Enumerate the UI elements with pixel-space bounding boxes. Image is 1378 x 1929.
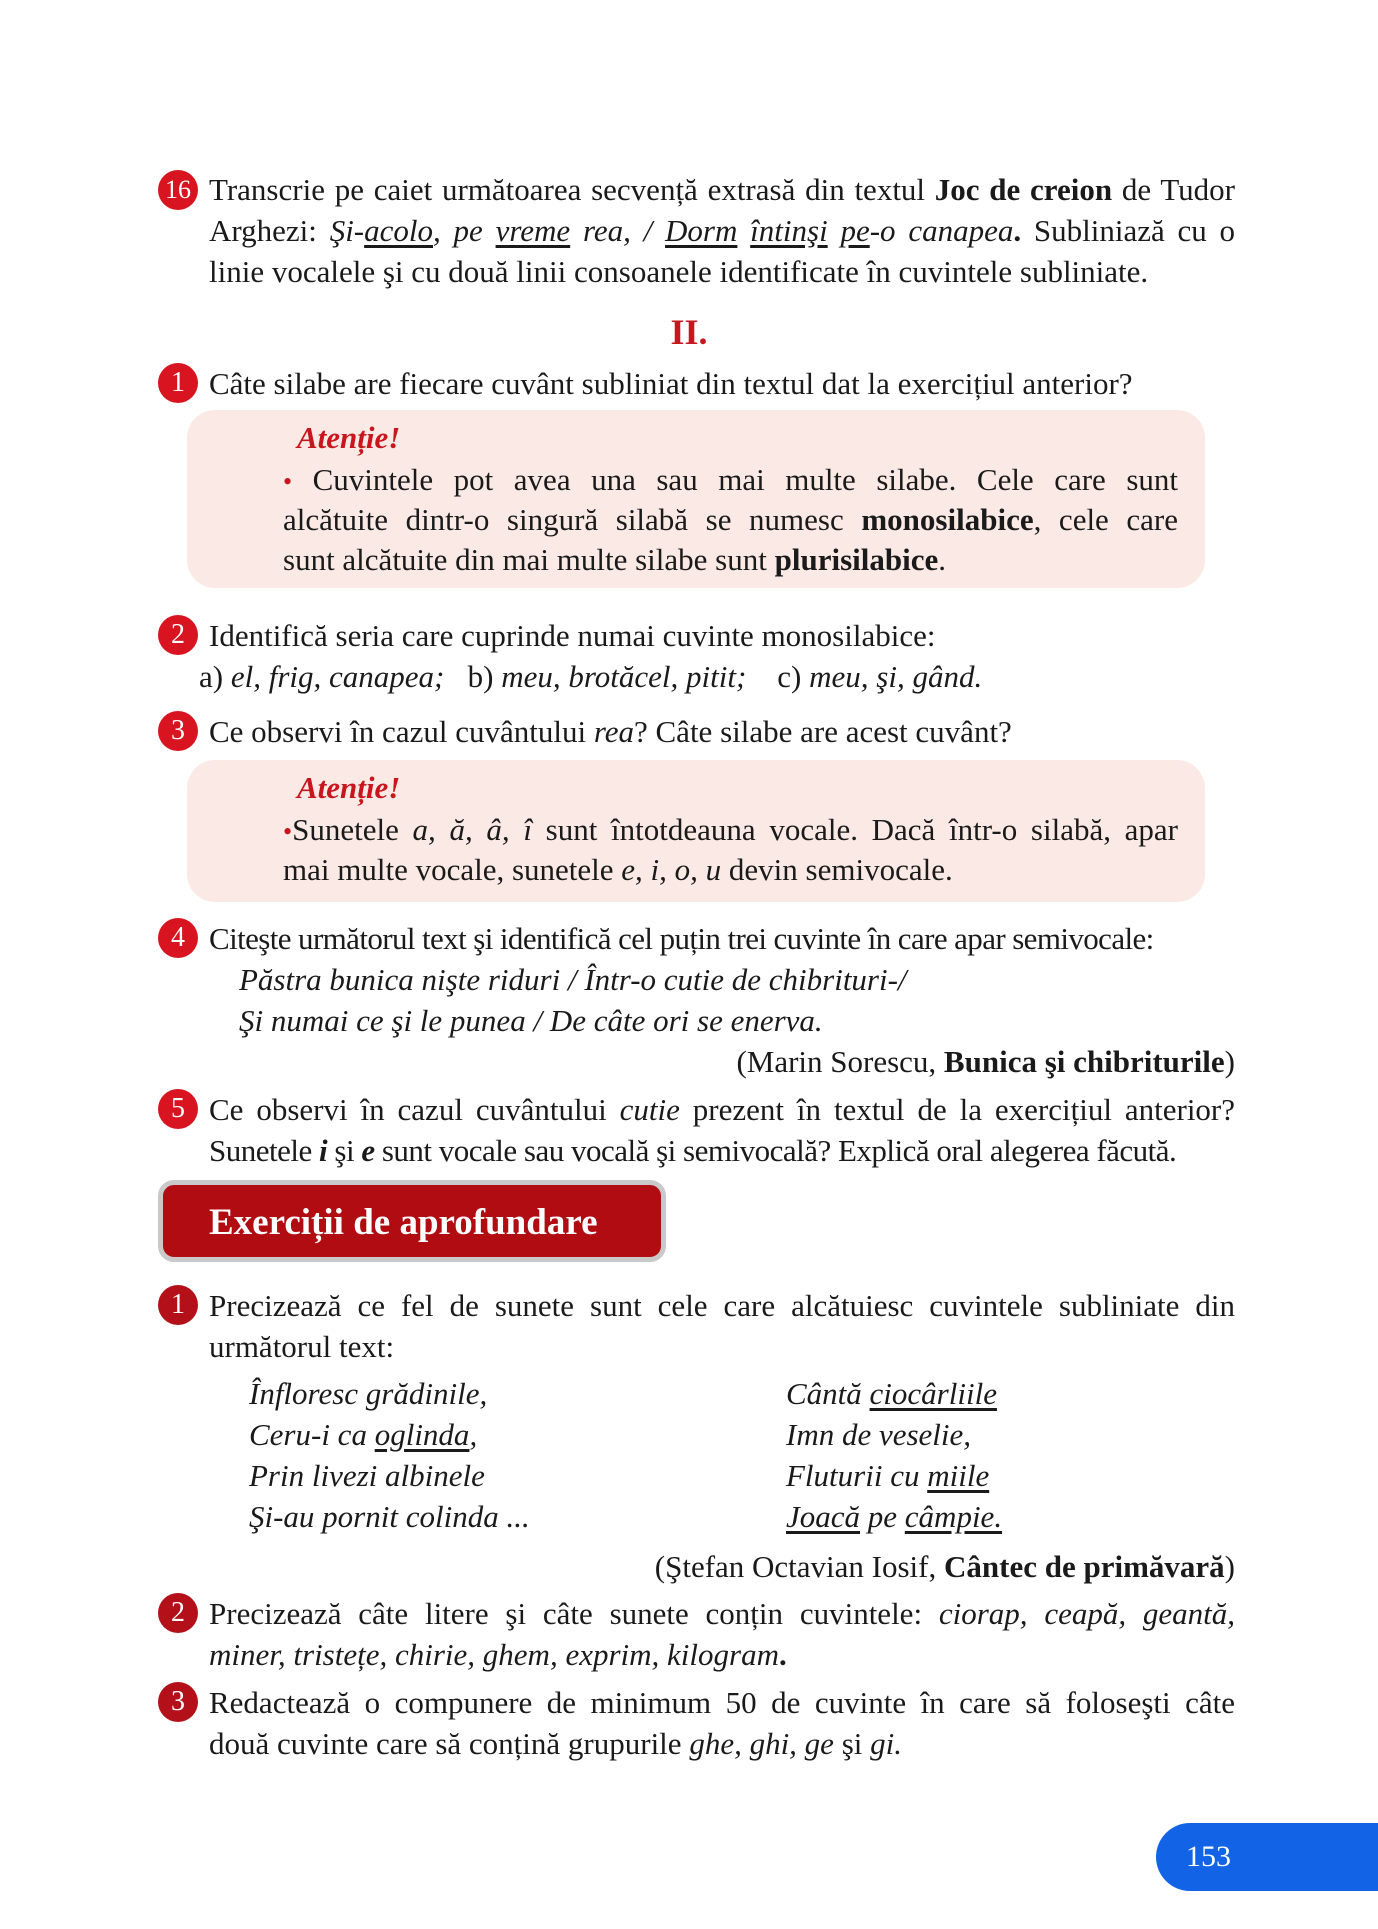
page-number-tab bbox=[1156, 1823, 1378, 1891]
ex4-source: (Marin Sorescu, Bunica şi chibriturile) bbox=[736, 1044, 1235, 1079]
poem-left-3: Prin livezi albinele bbox=[249, 1458, 485, 1493]
ap1-source: (Ştefan Octavian Iosif, Cântec de primăvară) bbox=[654, 1549, 1235, 1584]
ex3-text: Ce observi în cazul cuvântului rea? Câte silabe are acest cuvânt? bbox=[209, 714, 1012, 749]
note2-line1: •Sunetele a, ă, â, î sunt întotdeauna vocale. Dacă într-o silabă, apar bbox=[283, 812, 1179, 847]
aprofundare-number-3: 3 bbox=[158, 1682, 198, 1722]
ex2-options: a) el, frig, canapea; b) meu, brotăcel, pitit; c) meu, şi, gând. bbox=[199, 659, 983, 694]
note1-line2: alcătuite dintr-o singură silabă se numesc monosilabice, cele care bbox=[283, 502, 1179, 537]
poem-right-3: Fluturii cu miile bbox=[786, 1458, 990, 1493]
ap1-line1: Precizează ce fel de sunete sunt cele care alcătuiesc cuvintele subliniate din bbox=[209, 1288, 1235, 1323]
poem-left-2: Ceru-i ca oglinda, bbox=[249, 1417, 478, 1452]
exercise-number-3: 3 bbox=[158, 711, 198, 751]
ex5-line2: Sunetele i şi e sunt vocale sau vocală şi semivocală? Explică oral alegerea făcută. bbox=[209, 1133, 1177, 1168]
aprofundare-number-2: 2 bbox=[158, 1593, 198, 1633]
ex16-line1-text: Transcrie pe caiet următoarea secvență extrasă din textul bbox=[209, 172, 926, 207]
ex4-poem-line2: Şi numai ce şi le punea / De câte ori se enerva. bbox=[239, 1003, 823, 1038]
ex1-text: Câte silabe are fiecare cuvânt subliniat din textul dat la exercițiul anterior? bbox=[209, 366, 1133, 401]
note1-title: Atenție! bbox=[297, 420, 401, 455]
note2-title: Atenție! bbox=[297, 770, 401, 805]
exercise-number-5: 5 bbox=[158, 1089, 198, 1129]
exercise-number-16: 16 bbox=[158, 170, 198, 210]
section-banner bbox=[158, 1180, 666, 1262]
ex16-line3: linie vocalele şi cu două linii consoanele identificate în cuvintele subliniate. bbox=[209, 254, 1149, 289]
note1-line1: • Cuvintele pot avea una sau mai multe silabe. Cele care sunt bbox=[283, 462, 1179, 497]
ex16-line1-end: de Tudor bbox=[1121, 172, 1235, 207]
attention-note-1 bbox=[187, 410, 1205, 588]
poem-right-2: Imn de veselie, bbox=[786, 1417, 972, 1452]
ex16-author: Arghezi: bbox=[209, 213, 317, 248]
ap2-line2: miner, tristețe, chirie, ghem, exprim, kilogram. bbox=[209, 1637, 787, 1672]
note1-line3: sunt alcătuite din mai multe silabe sunt plurisilabice. bbox=[283, 542, 946, 577]
attention-note-2 bbox=[187, 760, 1205, 902]
ap2-line1: Precizează câte litere şi câte sunete conțin cuvintele: ciorap, ceapă, geantă, bbox=[209, 1596, 1236, 1631]
ex5-line1: Ce observi în cazul cuvântului cutie prezent în textul de la exercițiul anterior? bbox=[209, 1092, 1236, 1127]
aprofundare-number-1: 1 bbox=[158, 1285, 198, 1325]
ex16-line2-end: Subliniază cu o bbox=[1033, 213, 1236, 248]
ex4-poem-line1: Păstra bunica nişte riduri / Într-o cutie de chibrituri-/ bbox=[239, 962, 907, 997]
bullet-icon: • bbox=[283, 467, 293, 496]
note2-line2: mai multe vocale, sunetele e, i, o, u devin semivocale. bbox=[283, 852, 953, 887]
ex16-line2: Arghezi: Şi-acolo, pe vreme rea, / Dorm întinşi pe-o canapea. Subliniază cu o bbox=[209, 213, 1236, 248]
poem-right-4: Joacă pe câmpie. bbox=[786, 1499, 1003, 1534]
exercise-number-4: 4 bbox=[158, 918, 198, 958]
bullet-icon: • bbox=[283, 817, 293, 846]
ex16-line1 bbox=[209, 170, 1235, 210]
poem-left-1: Înfloresc grădinile, bbox=[249, 1376, 488, 1411]
ex2-text: Identifică seria care cuprinde numai cuvinte monosilabice: bbox=[209, 618, 936, 653]
ex16-quote: Şi-acolo, pe vreme rea, / Dorm întinşi pe-o canapea bbox=[329, 213, 1014, 248]
ap3-line2: două cuvinte care să conțină grupurile ghe, ghi, ge şi gi. bbox=[209, 1726, 903, 1761]
ex4-text: Citeşte următorul text şi identifică cel puțin trei cuvinte în care apar semivocale: bbox=[209, 921, 1154, 956]
poem-left-4: Şi-au pornit colinda ... bbox=[249, 1499, 530, 1534]
poem-right-1: Cântă ciocârliile bbox=[786, 1376, 997, 1411]
banner-title: Exerciții de aprofundare bbox=[209, 1202, 598, 1243]
ap1-line2: următorul text: bbox=[209, 1329, 395, 1364]
section-heading: II. bbox=[670, 312, 708, 352]
exercise-number-1: 1 bbox=[158, 363, 198, 403]
page-number: 153 bbox=[1186, 1840, 1231, 1873]
ap3-line1: Redactează o compunere de minimum 50 de cuvinte în care să foloseşti câte bbox=[209, 1685, 1235, 1720]
ex16-title: Joc de creion bbox=[934, 172, 1113, 207]
exercise-number-2: 2 bbox=[158, 615, 198, 655]
